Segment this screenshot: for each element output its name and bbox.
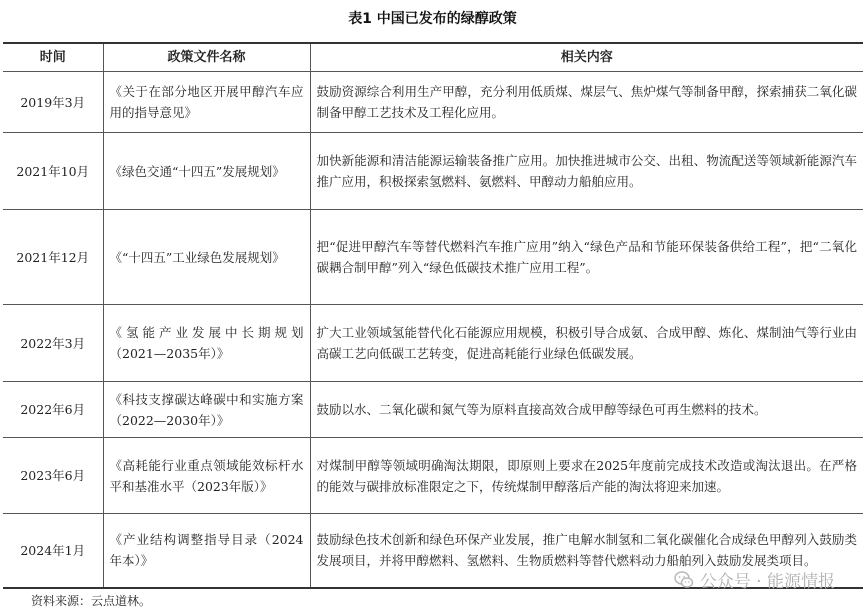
table-row [3,210,863,305]
header-time: 时间 [3,43,103,72]
cell-policy-name: 《关于在部分地区开展甲醇汽车应用的指导意见》 [103,72,310,133]
cell-policy-name: 《氢能产业发展中长期规划（2021—2035年）》 [103,305,310,382]
table-row [3,438,863,514]
cell-content: 鼓励以水、二氧化碳和氮气等为原料直接高效合成甲醇等绿色可再生燃料的技术。 [310,382,863,438]
cell-policy-name: 《科技支撑碳达峰碳中和实施方案（2022—2030年）》 [103,382,310,438]
cell-time: 2024年1月 [3,514,103,588]
cell-content: 对煤制甲醇等领域明确淘汰期限，即原则上要求在2025年度前完成技术改造或淘汰退出。在严格的能效与碳排放标准限定之下，传统煤制甲醇落后产能的淘汰将迎来加速。 [310,438,863,514]
table-row [3,382,863,438]
cell-time: 2019年3月 [3,72,103,133]
header-policy-name: 政策文件名称 [103,43,310,72]
table-title: 表1 中国已发布的绿醇政策 [348,11,517,27]
cell-time: 2021年12月 [3,210,103,305]
watermark [674,567,835,592]
wechat-icon [674,570,694,590]
cell-content: 扩大工业领域氢能替代化石能源应用规模，积极引导合成氨、合成甲醇、炼化、煤制油气等行业由高碳工艺向低碳工艺转变，促进高耗能行业绿色低碳发展。 [310,305,863,382]
cell-policy-name: 《产业结构调整指导目录（2024年本）》 [103,514,310,588]
cell-time: 2021年10月 [3,133,103,210]
table-row [3,133,863,210]
watermark-text: 公众号 · 能源情报 [699,572,835,592]
cell-time: 2022年3月 [3,305,103,382]
source-note: 资料来源：云点道林。 [31,594,152,608]
cell-policy-name: 《“十四五”工业绿色发展规划》 [103,210,310,305]
cell-time: 2022年6月 [3,382,103,438]
cell-policy-name: 《绿色交通“十四五”发展规划》 [103,133,310,210]
cell-content: 鼓励绿色技术创新和绿色环保产业发展，推广电解水制氢和二氧化碳催化合成绿色甲醇列入鼓励类发展项目，并将甲醇燃料、氢燃料、生物质燃料等替代燃料动力船舶列入鼓励发展类项目。 [310,514,863,588]
policy-table [3,42,863,589]
cell-content: 加快新能源和清洁能源运输装备推广应用。加快推进城市公交、出租、物流配送等领域新能源汽车推广应用，积极探索氢燃料、氨燃料、甲醇动力船舶应用。 [310,133,863,210]
cell-content: 鼓励资源综合利用生产甲醇，充分利用低质煤、煤层气、焦炉煤气等制备甲醇，探索捕获二氧化碳制备甲醇工艺技术及工程化应用。 [310,72,863,133]
cell-policy-name: 《高耗能行业重点领域能效标杆水平和基准水平（2023年版）》 [103,438,310,514]
header-content: 相关内容 [310,43,863,72]
table-header-row [3,43,863,72]
table-row [3,305,863,382]
cell-time: 2023年6月 [3,438,103,514]
cell-content: 把“促进甲醇汽车等替代燃料汽车推广应用”纳入“绿色产品和节能环保装备供给工程”，把“二氧化碳耦合制甲醇”列入“绿色低碳技术推广应用工程”。 [310,210,863,305]
table-row [3,72,863,133]
